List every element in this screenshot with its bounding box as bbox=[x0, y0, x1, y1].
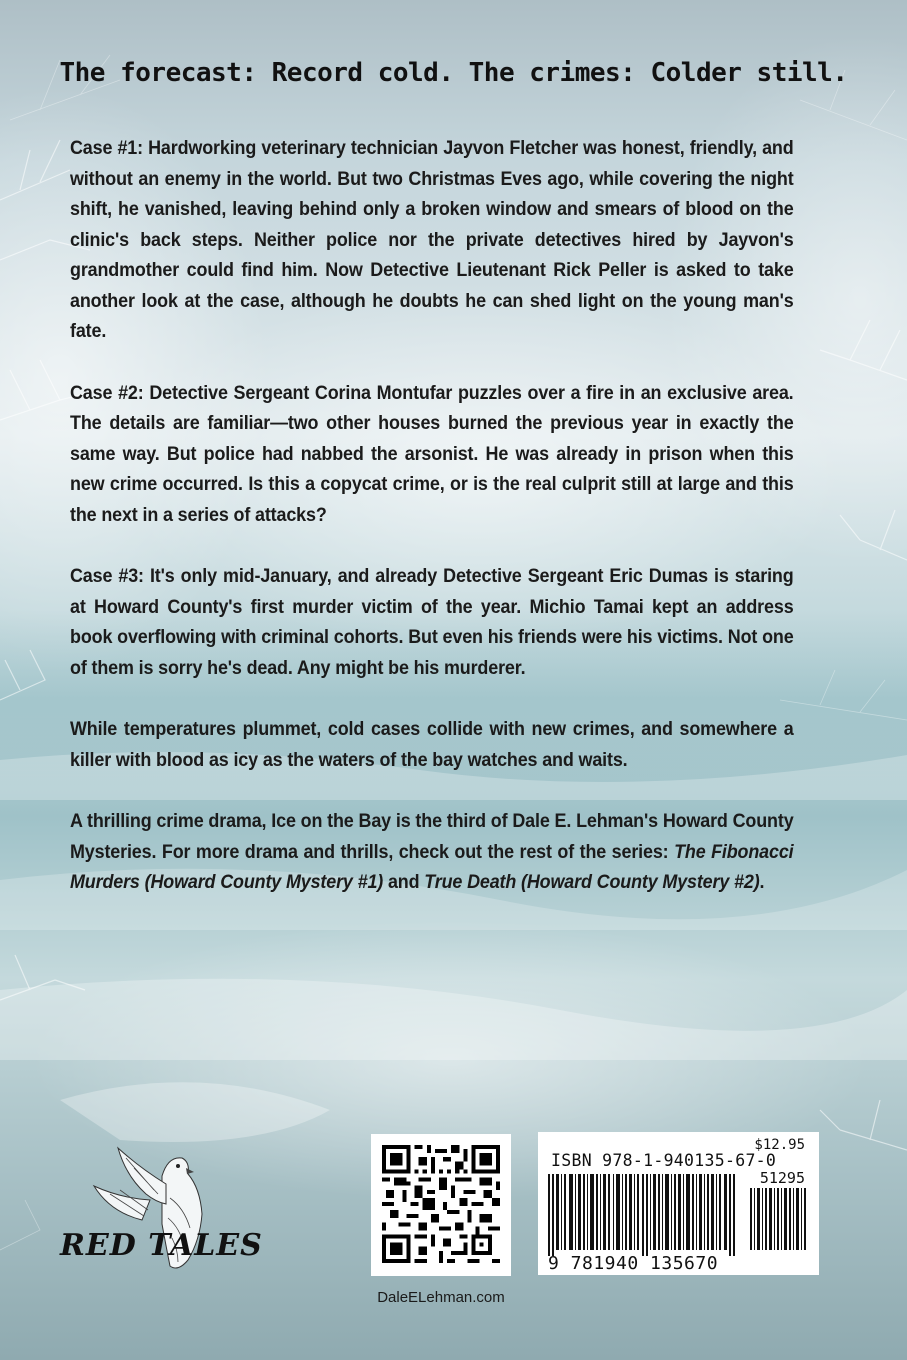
author-website[interactable]: DaleELehman.com bbox=[377, 1289, 505, 1306]
barcode-digits: 9 781940 135670 bbox=[548, 1253, 719, 1274]
isbn-label: ISBN 978-1-940135-67-0 bbox=[551, 1151, 777, 1170]
qr-code-icon bbox=[382, 1145, 500, 1263]
series-intro: A thrilling crime drama, Ice on the Bay is the third of Dale E. Lehman's Howard County Mysteries. For more drama and thrills, check out the rest of the series: bbox=[70, 811, 794, 863]
addon-code: 51295 bbox=[759, 1169, 805, 1187]
tagline: The forecast: Record cold. The crimes: Colder still. bbox=[59, 58, 848, 88]
case-2-paragraph: Case #2: Detective Sergeant Corina Montufar puzzles over a fire in an exclusive area. The details are familiar—two other houses burned the previous year in exactly the same way. But police had nabbed the arsonist. He was already in prison when this new crime occurred. Is this a copycat crime, or is the real culprit still at large and this the next in a series of attacks? bbox=[70, 382, 794, 526]
case-1-paragraph: Case #1: Hardworking veterinary technician Jayvon Fletcher was honest, friendly, and without an enemy in the world. But two Christmas Eves ago, while covering the night shift, he vanished, leaving behind only a broken window and smears of blood on the clinic's back steps. Neither police nor the private detectives hired by Jayvon's grandmother could find him. Now Detective Lieutenant Rick Peller is asked to take another look at the case, although he doubts he can shed light on the young man's fate. bbox=[70, 138, 794, 342]
series-end: . bbox=[759, 872, 765, 893]
series-paragraph bbox=[70, 807, 794, 899]
price-label: $12.95 bbox=[754, 1137, 805, 1153]
closing-paragraph: While temperatures plummet, cold cases collide with new crimes, and somewhere a killer with blood as icy as the waters of the bay watches and waits. bbox=[70, 719, 794, 771]
case-3-paragraph: Case #3: It's only mid-January, and already Detective Sergeant Eric Dumas is staring at Howard County's first murder victim of the year. Michio Tamai kept an address book overflowing with criminal cohorts. But even his friends were his victims. Not one of them is sorry he's dead. Any might be his murderer. bbox=[70, 566, 794, 679]
qr-code[interactable] bbox=[371, 1134, 511, 1276]
isbn-barcode bbox=[538, 1132, 819, 1275]
book-title-2: True Death (Howard County Mystery #2) bbox=[424, 872, 760, 893]
book-title-1: The Fibonacci Murders (Howard County Mystery #1) bbox=[70, 841, 794, 893]
publisher-name: RED TALES bbox=[60, 1228, 263, 1263]
book-blurb bbox=[70, 134, 794, 930]
series-connector: and bbox=[383, 872, 425, 893]
